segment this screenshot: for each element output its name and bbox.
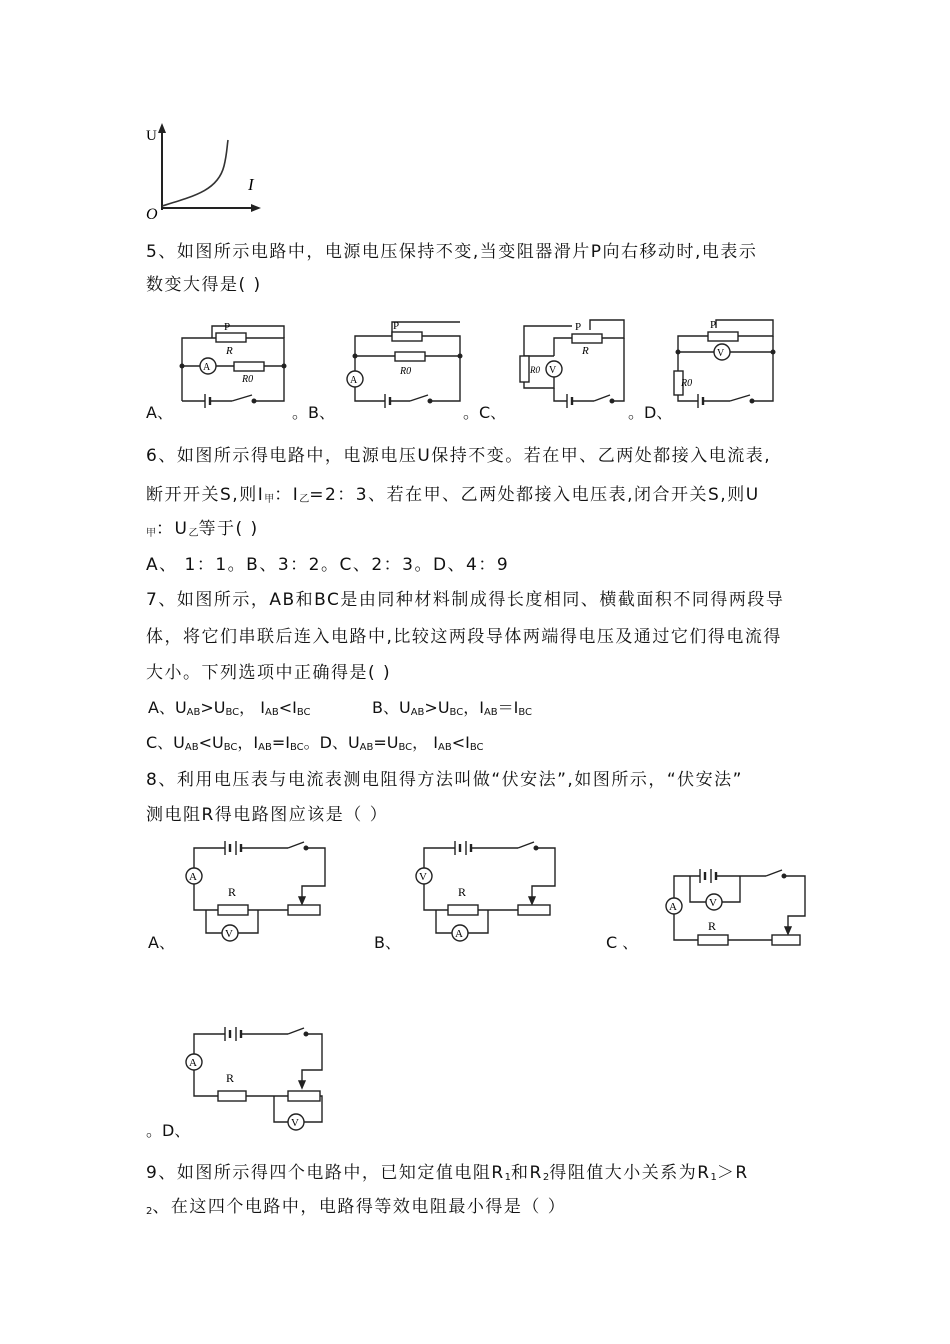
q8-line1: 8、利用电压表与电流表测电阻得方法叫做“伏安法”,如图所示，“伏安法” <box>146 770 743 790</box>
q8-option-a: A、 <box>148 933 175 952</box>
svg-text:P: P <box>393 320 400 332</box>
origin-label: O <box>146 206 158 220</box>
q8-option-d: 。D、 <box>146 1121 191 1140</box>
q7-option-b: B、$U_{AB}>U_{BC}$，$I_{AB}=I_{BC}$ <box>372 698 533 718</box>
svg-text:A: A <box>455 928 463 940</box>
svg-text:P: P <box>224 321 231 333</box>
svg-text:A: A <box>669 901 677 913</box>
u-i-graph <box>140 120 270 220</box>
q5-option-b: 。B、 <box>292 403 335 422</box>
svg-text:P: P <box>710 319 717 331</box>
svg-text:A: A <box>189 1057 197 1069</box>
svg-text:R0: R0 <box>242 374 254 385</box>
q5-circuit-c <box>512 316 632 416</box>
q8-option-b: B、 <box>374 933 401 952</box>
q5-line1: 5、如图所示电路中，电源电压保持不变,当变阻器滑片P向右移动时,电表示 <box>146 242 758 262</box>
q8-circuit-d <box>180 1024 330 1136</box>
svg-text:R: R <box>226 1071 235 1085</box>
svg-text:V: V <box>709 897 717 909</box>
svg-text:R: R <box>228 885 237 899</box>
q8-option-c: C 、 <box>606 933 639 952</box>
svg-text:P: P <box>575 321 582 333</box>
svg-text:R0: R0 <box>400 366 412 377</box>
svg-text:A: A <box>350 375 358 386</box>
q7-line1: 7、如图所示，AB和BC是由同种材料制成得长度相同、横截面积不同得两段导 <box>146 590 785 610</box>
q6-line1: 6、如图所示得电路中，电源电压U保持不变。若在甲、乙两处都接入电流表, <box>146 446 772 466</box>
q5-circuit-d <box>668 316 788 416</box>
svg-text:R: R <box>582 345 589 357</box>
svg-text:R0: R0 <box>530 365 540 375</box>
svg-text:R: R <box>708 919 717 933</box>
q5-circuit-a <box>172 316 292 416</box>
q8-circuit-b <box>410 838 560 950</box>
svg-text:A: A <box>203 362 211 373</box>
svg-text:V: V <box>419 871 427 883</box>
q9-line2: $_2$、在这四个电路中，电路得等效电阻最小得是（ ） <box>146 1197 567 1217</box>
q5-option-d: 。D、 <box>628 403 673 422</box>
q5-option-c: 。C、 <box>463 403 507 422</box>
y-axis-label: U <box>146 128 157 144</box>
q8-line2: 测电阻R得电路图应该是（ ） <box>146 805 389 825</box>
svg-text:A: A <box>189 871 197 883</box>
svg-text:V: V <box>225 928 233 940</box>
x-axis-label: I <box>248 175 254 194</box>
q9-line1: 9、如图所示得四个电路中，已知定值电阻$R_1$和$R_2$得阻值大小关系为$R_1>R$ <box>146 1163 749 1183</box>
q6-options: A、 1：1。B、3：2。C、2：3。D、4：9 <box>146 555 510 575</box>
q7-option-c-d: C、$U_{AB}<U_{BC}$，$I_{AB}=I_{BC}$。D、$U_{AB}=U_{BC}$， $I_{AB}<I_{BC}$ <box>146 733 484 753</box>
q6-line3: $_甲$：$U_乙$等于( ) <box>146 519 259 539</box>
q6-line2: 断开开关S,则$I_甲$：$I_乙=2$：3、若在甲、乙两处都接入电压表,闭合开关S,则U <box>146 485 760 505</box>
q7-option-a: A、$U_{AB}>U_{BC}$， $I_{AB}<I_{BC}$ <box>148 698 311 718</box>
q8-circuit-a <box>180 838 330 950</box>
q5-circuit-b <box>340 316 470 416</box>
svg-text:V: V <box>291 1117 299 1129</box>
q5-line2: 数变大得是( ) <box>146 275 262 295</box>
svg-text:R0: R0 <box>681 378 693 389</box>
svg-text:R: R <box>458 885 467 899</box>
q5-option-a: A、 <box>146 403 173 422</box>
svg-text:R: R <box>226 345 233 357</box>
q7-line3: 大小。下列选项中正确得是( ) <box>146 663 392 683</box>
svg-text:V: V <box>717 348 725 359</box>
q8-circuit-c <box>660 862 810 952</box>
q7-line2: 体，将它们串联后连入电路中,比较这两段导体两端得电压及通过它们得电流得 <box>146 627 782 647</box>
svg-text:V: V <box>549 365 557 376</box>
